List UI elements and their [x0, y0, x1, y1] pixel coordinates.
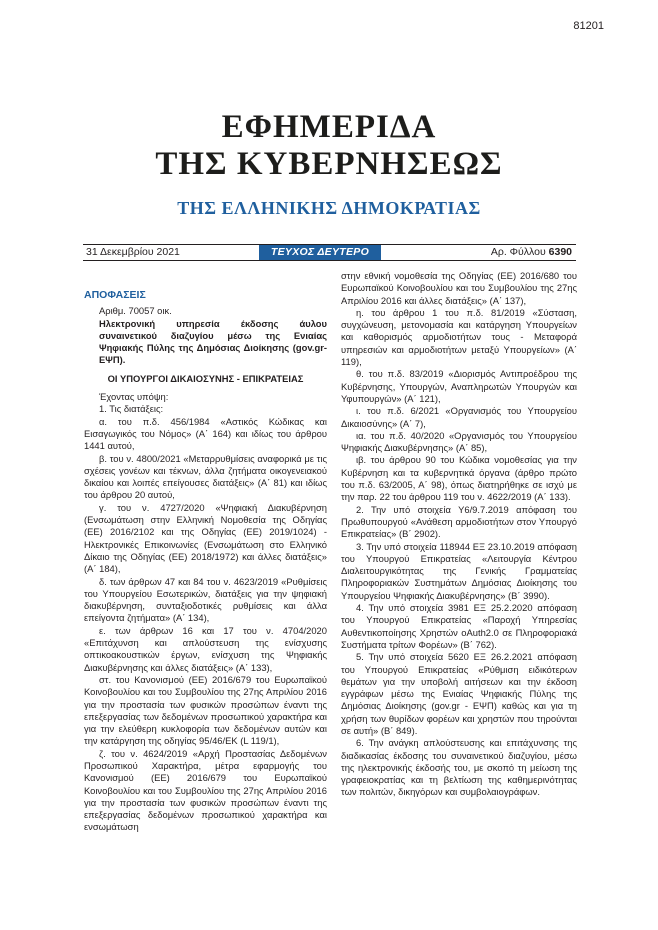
provisions-intro: 1. Τις διατάξεις: [99, 403, 164, 415]
provision-item: ζ. του ν. 4624/2019 «Αρχή Προστασίας Δεδομένων Προσωπικού Χαρακτήρα, μέτρα εφαρμογής του Κανονισμού (ΕΕ) 2016/679 του Ευρωπαϊκού Κοινοβουλίου και του Συμβουλίου της 27ης Απριλίου 2016 για την προστασία των φυσικών προσώπων έναντι της επεξεργασίας δεδομένων προσωπικού χαρακτήρα και ενσωμάτωση [84, 747, 327, 833]
section-title: ΑΠΟΦΑΣΕΙΣ [84, 289, 146, 301]
decision-number: Αριθμ. 70057 οικ. [99, 305, 172, 317]
ministers-heading: ΟΙ ΥΠΟΥΡΓΟΙ ΔΙΚΑΙΟΣΥΝΗΣ - ΕΠΙΚΡΑΤΕΙΑΣ [107, 372, 304, 384]
sheet-number-label: Αρ. Φύλλου [490, 246, 546, 258]
provision-item: η. του άρθρου 1 του π.δ. 81/2019 «Σύσταση, συγχώνευση, μετονομασία και κατάργηση Υπουργείων και καθορισμός αρμοδιοτήτων τους - Μεταφορά υπηρεσιών και αρμοδιοτήτων μεταξύ Υπουργείων» (Α΄ 119), [341, 306, 577, 368]
provision-item: ιβ. του άρθρου 90 του Κώδικα νομοθεσίας για την Κυβέρνηση και τα κυβερνητικά όργανα (άρθρο πρώτο του π.δ. 63/2005, Α΄ 98), όπως διατηρήθηκε σε ισχύ με την παρ. 22 του άρθρου 119 του ν. 4622/2019 (Α΄ 133). [341, 454, 577, 503]
provision-item: δ. των άρθρων 47 και 84 του ν. 4623/2019 «Ρυθμίσεις του Υπουργείου Εσωτερικών, διατάξεις για την ψηφιακή διακυβέρνηση, συνταξιοδοτικές ρυθμίσεις και άλλα επείγοντα ζητήματα» (Α΄ 134), [84, 575, 327, 624]
provision-item: 4. Την υπό στοιχεία 3981 ΕΞ 25.2.2020 απόφαση του Υπουργού Επικρατείας «Παροχή Υπηρεσίας Αυθεντικοποίησης Χρηστών οAuth2.0 σε Πληροφοριακά Συστήματα τρίτων Φορέων» (Β΄ 762). [341, 602, 577, 650]
issue-bar [83, 244, 576, 261]
right-column [341, 270, 577, 799]
provision-item: στ. του Κανονισμού (ΕΕ) 2016/679 του Ευρωπαϊκού Κοινοβουλίου και του Συμβουλίου της 27ης Απριλίου 2016 για την προστασία των φυσικών προσώπων έναντι της επεξεργασίας των δεδομένων προσωπικού χαρακτήρα και για την ελεύθερη κυκλοφορία των δεδομένων αυτών και την κατάργηση της οδηγίας 95/46/ΕΚ (L 119/1), [84, 673, 327, 747]
sheet-number [491, 246, 572, 258]
provision-item: 5. Την υπό στοιχεία 5620 ΕΞ 26.2.2021 απόφαση του Υπουργού Επικρατείας «Ρύθμιση ειδικότερων θεμάτων για την υποβολή αιτήσεων και την έκδοση εγγράφων μέσω της Ενιαίας Ψηφιακής Πύλης της Δημόσιας Διοίκησης (gov.gr - ΕΨΠ) καθώς και για τη χρήση των θυρίδων φορέων και χρηστών που τηρούνται σε αυτή» (Β΄ 849). [341, 651, 577, 736]
issue-date: 31 Δεκεμβρίου 2021 [86, 246, 180, 258]
provision-item: ε. των άρθρων 16 και 17 του ν. 4704/2020 «Επιτάχυνση και απλούστευση της ενίσχυσης οπτικοακουστικών έργων, ενίσχυση της Ψηφιακής Διακυβέρνησης και άλλες διατάξεις» (Α΄ 133), [84, 624, 327, 673]
provision-item: 3. Την υπό στοιχεία 118944 ΕΞ 23.10.2019 απόφαση του Υπουργού Επικρατείας «Λειτουργία Κέντρου Διαλειτουργικότητας της Γενικής Γραμματείας Πληροφοριακών Συστημάτων Δημόσιας Διοίκησης του Υπουργείου Ψηφιακής Διακυβέρνησης» (Β΄ 3990). [341, 540, 577, 601]
provision-item: γ. του ν. 4727/2020 «Ψηφιακή Διακυβέρνηση (Ενσωμάτωση στην Ελληνική Νομοθεσία της Οδηγίας (ΕΕ) 2016/2102 και της Οδηγίας (ΕΕ) 2019/1024) - Ηλεκτρονικές Επικοινωνίες (Ενσωμάτωση στο Ελληνικό Δίκαιο της Οδηγίας (ΕΕ) 2018/1972) και άλλες διατάξεις» (Α΄ 184), [84, 501, 327, 575]
gazette-subtitle: ΤΗΣ ΕΛΛΗΝΙΚΗΣ ΔΗΜΟΚΡΑΤΙΑΣ [177, 198, 481, 218]
having-regard: Έχοντας υπόψη: [99, 391, 169, 403]
decision-title: Ηλεκτρονική υπηρεσία έκδοσης άυλου συναινετικού διαζυγίου μέσω της Ενιαίας Ψηφιακής Πύλης της Δημόσιας Διοίκησης (gov.gr- ΕΨΠ). [99, 317, 327, 366]
provision-item: 6. Την ανάγκη απλούστευσης και επιτάχυνσης της διαδικασίας έκδοσης του συναινετικού διαζυγίου, μέσω της ηλεκτρονικής έκδοσής του, με σκοπό τη μείωση της γραφειοκρατίας και τη βελτίωση της καθημερινότητας των πολιτών, δικηγόρων και συμβολαιογράφων. [341, 737, 577, 798]
provision-item: 2. Την υπό στοιχεία Υ6/9.7.2019 απόφαση του Πρωθυπουργού «Ανάθεση αρμοδιοτήτων στον Υπουργό Επικρατείας» (Β΄ 2902). [341, 503, 577, 540]
gazette-title-line2: ΤΗΣ ΚΥΒΕΡΝΗΣΕΩΣ [155, 146, 503, 182]
provision-item: α. του π.δ. 456/1984 «Αστικός Κώδικας και Εισαγωγικός του Νόμος» (Α΄ 164) και ιδίως του άρθρου 1441 αυτού, [84, 415, 327, 452]
provision-item: θ. του π.δ. 83/2019 «Διορισμός Αντιπροέδρου της Κυβέρνησης, Υπουργών, Αναπληρωτών Υπουργών και Υφυπουργών» (Α΄ 121), [341, 368, 577, 404]
left-column [84, 289, 327, 834]
page-number: 81201 [573, 20, 604, 32]
provision-item: ια. του π.δ. 40/2020 «Οργανισμός του Υπουργείου Ψηφιακής Διακυβέρνησης» (Α΄ 85), [341, 429, 577, 454]
provision-item: ι. του π.δ. 6/2021 «Οργανισμός του Υπουργείου Δικαιοσύνης» (Α΄ 7), [341, 405, 577, 429]
gazette-title-line1: ΕΦΗΜΕΡΙΔΑ [221, 109, 437, 145]
sheet-number-value: 6390 [548, 246, 572, 258]
issue-label: ΤΕΥΧΟΣ ΔΕΥΤΕΡΟ [259, 245, 381, 260]
provision-item: β. του ν. 4800/2021 «Μεταρρυθμίσεις αναφορικά με τις σχέσεις γονέων και τέκνων, άλλα ζητήματα οικογενειακού δικαίου και λοιπές επείγουσες διατάξεις» (Α΄ 81) και ιδίως του άρθρου 20 αυτού, [84, 452, 327, 501]
provision-continuation: στην εθνική νομοθεσία της Οδηγίας (ΕΕ) 2016/680 του Ευρωπαϊκού Κοινοβουλίου και του Συμβουλίου της 27ης Απριλίου 2016 και άλλες διατάξεις» (Α΄ 137), [341, 270, 577, 306]
